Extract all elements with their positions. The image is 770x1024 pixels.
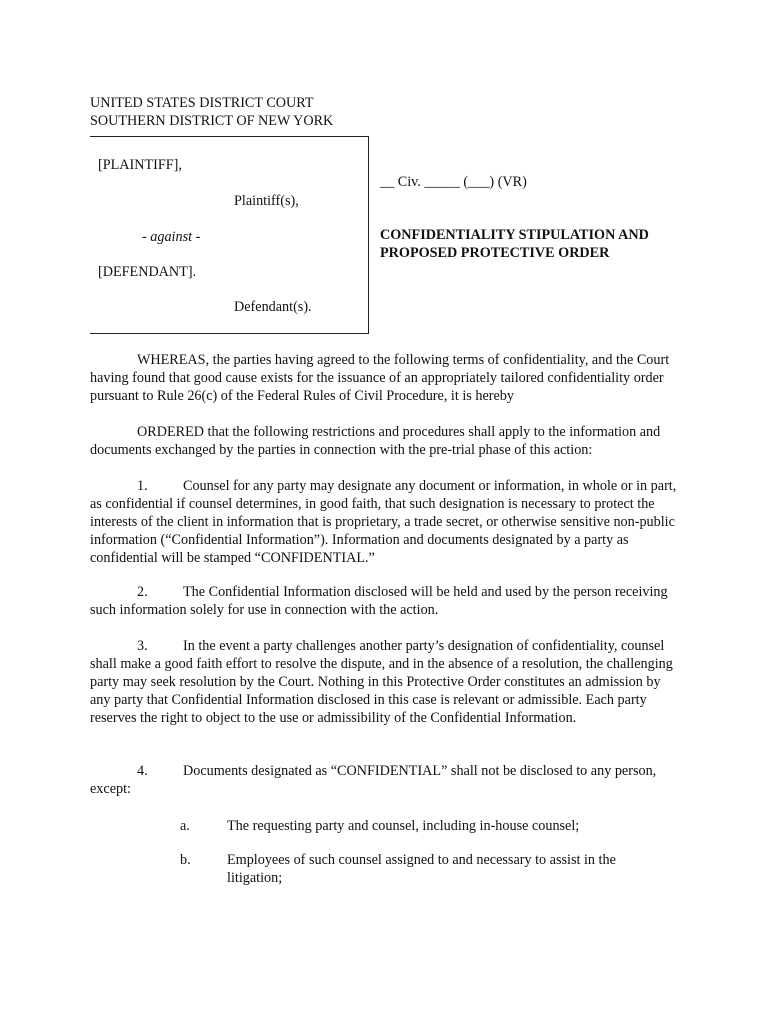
- case-number: __ Civ. _____ (___) (VR): [380, 174, 527, 190]
- defendant-name: [DEFENDANT].: [98, 264, 197, 280]
- paragraph-3: [90, 637, 680, 727]
- paragraph-4-text: Documents designated as “CONFIDENTIAL” shall not be disclosed to any person, except:: [90, 763, 657, 797]
- court-name: UNITED STATES DISTRICT COURT: [90, 95, 314, 111]
- court-district: SOUTHERN DISTRICT OF NEW YORK: [90, 113, 334, 129]
- against-label: - against -: [142, 229, 201, 245]
- document-title: CONFIDENTIALITY STIPULATION AND: [380, 227, 649, 243]
- list-item-label: b.: [180, 852, 191, 868]
- paragraph-3-number: 3.: [137, 638, 148, 654]
- paragraph-1-text: Counsel for any party may designate any document or information, in whole or in part, as confidential if counsel determines, in good faith, that such designation is necessary to protect the interests of the client in information that is proprietary, a trade secret, or otherwise sensitive non-public information (“Confidential Information”). Information and documents designated by a party as confidential will be stamped “CONFIDENTIAL.”: [90, 478, 677, 566]
- paragraph-3-text: In the event a party challenges another party’s designation of confidentiality, counsel shall make a good faith effort to resolve the dispute, and in the absence of a resolution, the challenging party may seek resolution by the Court. Nothing in this Protective Order constitutes an admission by any party that Confidential Information disclosed in this case is relevant or admissible. Each party reserves the right to object to the use or admissibility of the Confidential Information.: [90, 638, 673, 726]
- paragraph-1: [90, 477, 680, 567]
- paragraph-2-number: 2.: [137, 584, 148, 600]
- paragraph-4: [90, 762, 680, 798]
- ordered-paragraph: ORDERED that the following restrictions and procedures shall apply to the information and documents exchanged by the parties in connection with the pre-trial phase of this action:: [90, 424, 661, 458]
- list-item-label: a.: [180, 818, 190, 834]
- document-subtitle: PROPOSED PROTECTIVE ORDER: [380, 245, 610, 261]
- list-item: [180, 817, 660, 835]
- plaintiff-role: Plaintiff(s),: [234, 193, 299, 209]
- paragraph-1-number: 1.: [137, 478, 148, 494]
- paragraph-4-number: 4.: [137, 763, 148, 779]
- plaintiff-name: [PLAINTIFF],: [98, 157, 182, 173]
- defendant-role: Defendant(s).: [234, 299, 312, 315]
- list-item-text: Employees of such counsel assigned to and necessary to assist in the litigation;: [227, 852, 616, 886]
- paragraph-2: [90, 583, 680, 619]
- list-item-text: The requesting party and counsel, including in-house counsel;: [227, 818, 580, 834]
- whereas-paragraph: WHEREAS, the parties having agreed to the following terms of confidentiality, and the Court having found that good cause exists for the issuance of an appropriately tailored confidentiality order pursuant to Rule 26(c) of the Federal Rules of Civil Procedure, it is hereby: [90, 352, 670, 404]
- paragraph-2-text: The Confidential Information disclosed will be held and used by the person receiving such information solely for use in connection with the action.: [90, 584, 668, 618]
- list-item: [180, 851, 660, 887]
